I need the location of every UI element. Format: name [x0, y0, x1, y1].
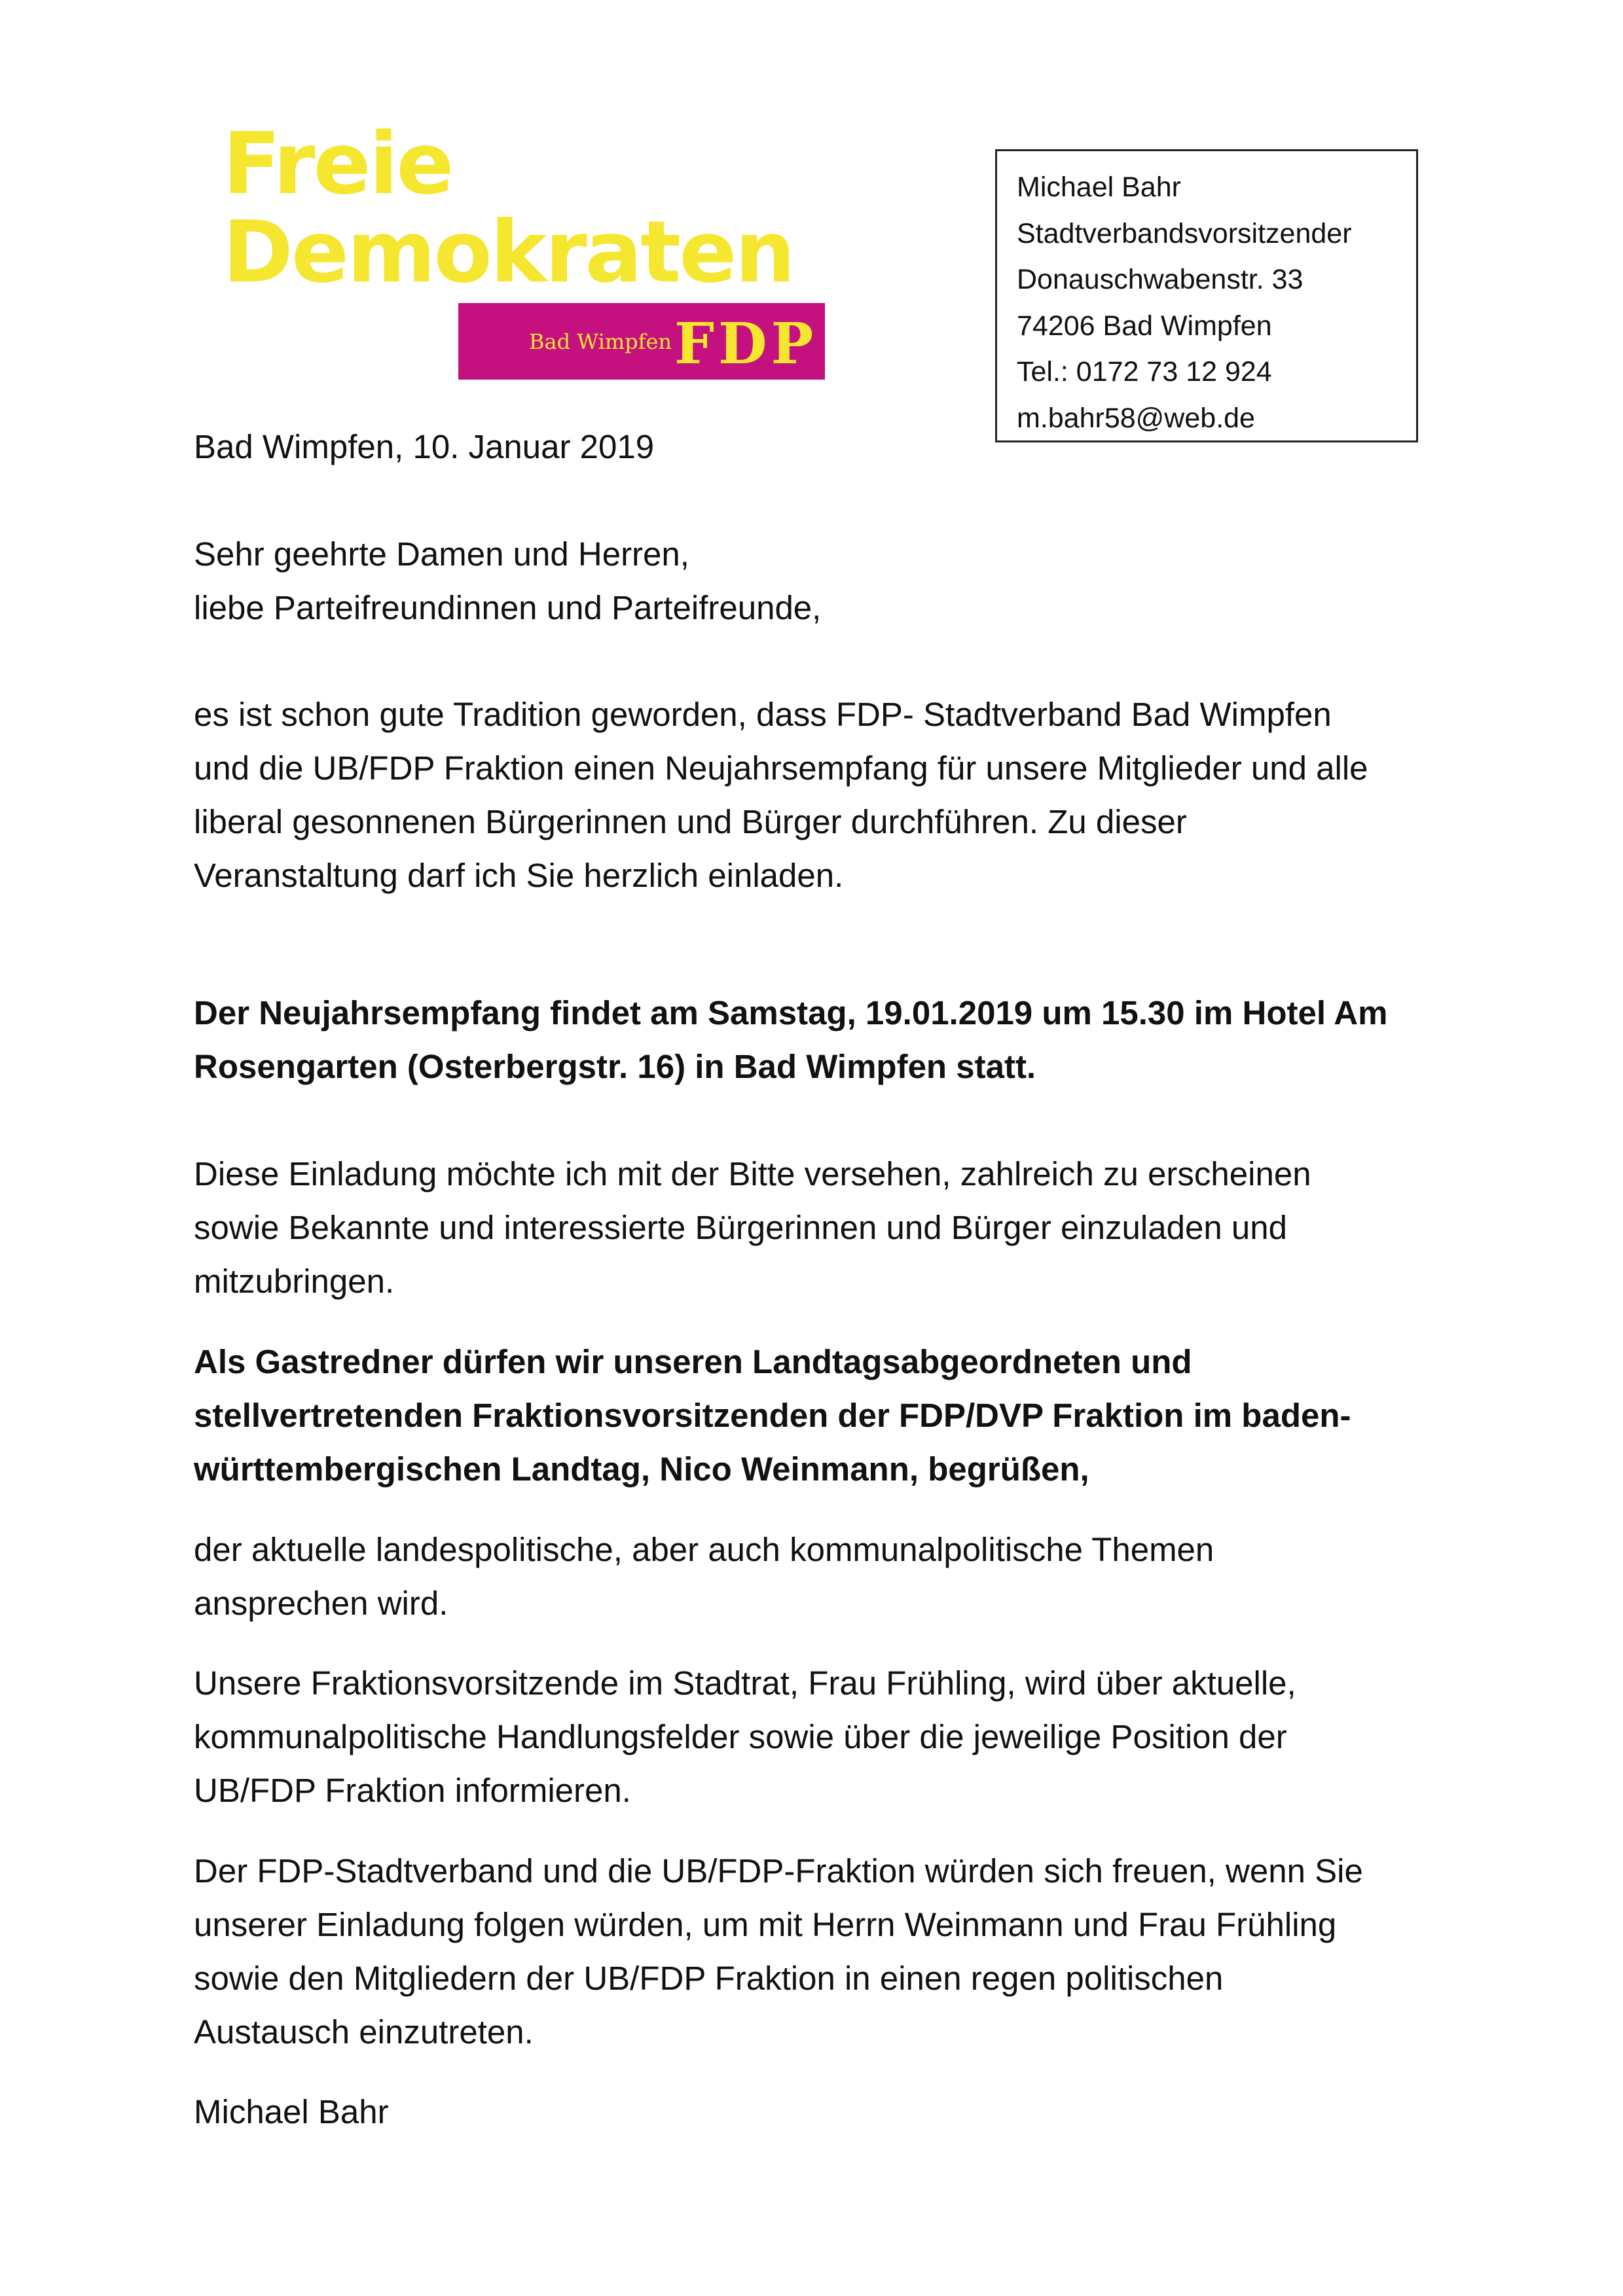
sender-phone: Tel.: 0172 73 12 924	[1017, 356, 1272, 387]
salutation-line: liebe Parteifreundinnen und Parteifreunde,	[194, 589, 822, 626]
sender-role: Stadtverbandsvorsitzender	[1017, 217, 1352, 249]
intro-line: es ist schon gute Tradition geworden, dass FDP- Stadtverband Bad Wimpfen	[194, 696, 1332, 733]
closing-line: Der FDP-Stadtverband und die UB/FDP-Fraktion würden sich freuen, wenn Sie	[194, 1852, 1363, 1890]
speaker-line: stellvertretenden Fraktionsvorsitzenden der FDP/DVP Fraktion im baden-	[194, 1397, 1351, 1434]
closing-line: unserer Einladung folgen würden, um mit Herrn Weinmann und Frau Frühling	[194, 1906, 1337, 1943]
invite-line: sowie Bekannte und interessierte Bürgerinnen und Bürger einzuladen und	[194, 1209, 1287, 1246]
logo-line-demokraten: Demokraten	[223, 202, 794, 302]
logo-badge	[458, 303, 825, 380]
sender-address-box	[995, 149, 1418, 442]
speaker-line: Als Gastredner dürfen wir unseren Landtagsabgeordneten und	[194, 1343, 1192, 1380]
invite-line: mitzubringen.	[194, 1263, 395, 1300]
sender-email: m.bahr58@web.de	[1017, 402, 1255, 434]
intro-line: und die UB/FDP Fraktion einen Neujahrsempfang für unsere Mitglieder und alle	[194, 749, 1368, 787]
event-line: Rosengarten (Osterbergstr. 16) in Bad Wimpfen statt.	[194, 1048, 1036, 1085]
sender-name: Michael Bahr	[1017, 171, 1181, 203]
intro-line: liberal gesonnenen Bürgerinnen und Bürger durchführen. Zu dieser	[194, 803, 1187, 840]
event-line: Der Neujahrsempfang findet am Samstag, 19.01.2019 um 15.30 im Hotel Am	[194, 994, 1388, 1031]
chair-line: kommunalpolitische Handlungsfelder sowie über die jeweilige Position der	[194, 1718, 1287, 1755]
chair-line: Unsere Fraktionsvorsitzende im Stadtrat, Frau Frühling, wird über aktuelle,	[194, 1664, 1296, 1702]
fdp-logo	[223, 114, 825, 383]
intro-line: Veranstaltung darf ich Sie herzlich einladen.	[194, 857, 844, 894]
chair-line: UB/FDP Fraktion informieren.	[194, 1772, 631, 1809]
closing-line: sowie den Mitgliedern der UB/FDP Fraktion in einen regen politischen	[194, 1960, 1224, 1997]
topics-line: der aktuelle landespolitische, aber auch kommunalpolitische Themen	[194, 1531, 1214, 1568]
logo-line-freie: Freie	[223, 114, 452, 213]
date-line: Bad Wimpfen, 10. Januar 2019	[194, 428, 655, 465]
invite-line: Diese Einladung möchte ich mit der Bitte versehen, zahlreich zu erscheinen	[194, 1155, 1311, 1193]
topics-line: ansprechen wird.	[194, 1585, 448, 1622]
sender-street: Donauschwabenstr. 33	[1017, 264, 1304, 295]
logo-local-label: Bad Wimpfen	[529, 329, 672, 354]
salutation-line: Sehr geehrte Damen und Herren,	[194, 535, 689, 573]
logo-party-label: FDP	[674, 311, 818, 377]
sender-city: 74206 Bad Wimpfen	[1017, 310, 1272, 342]
speaker-line: württembergischen Landtag, Nico Weinmann, begrüßen,	[194, 1450, 1089, 1488]
closing-line: Austausch einzutreten.	[194, 2013, 534, 2051]
signature: Michael Bahr	[194, 2093, 389, 2130]
